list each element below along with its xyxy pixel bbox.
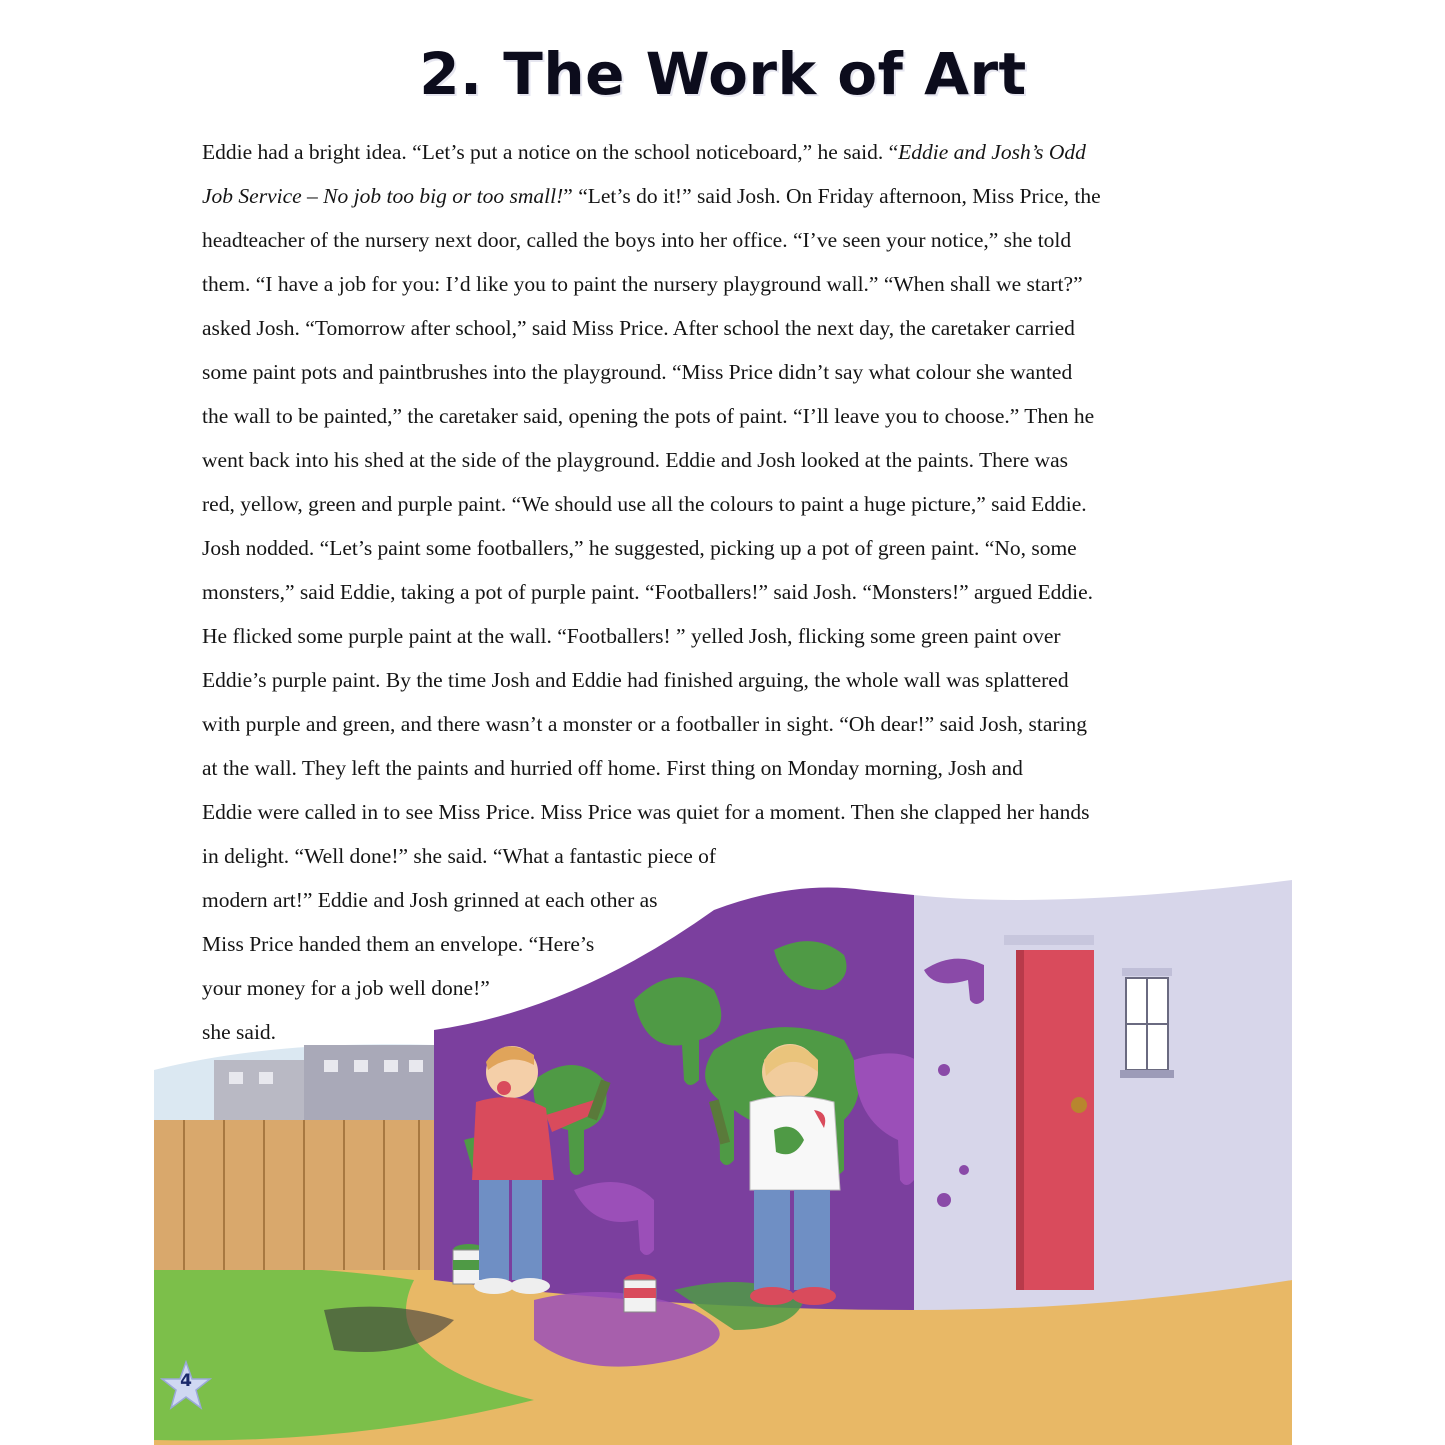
story-line: red, yellow, green and purple paint. “We should use all the colours to paint a huge picture,” said Eddie. [202,492,1087,516]
story-line: them. “I have a job for you: I’d like you to paint the nursery playground wall.” “When shall we start?” [202,272,1083,296]
story-line: Eddie’s purple paint. By the time Josh and Eddie had finished arguing, the whole wall was splattered [202,668,1069,692]
story-line: the wall to be painted,” the caretaker said, opening the pots of paint. “I’ll leave you to choose.” Then he [202,404,1095,428]
story-line: with purple and green, and there wasn’t a monster or a footballer in sight. “Oh dear!” said Josh, staring [202,712,1088,736]
red-door [1004,935,1094,1290]
story-line: Miss Price handed them an envelope. “Here’s [202,932,595,956]
story-line: went back into his shed at the side of the playground. Eddie and Josh looked at the paints. There was [202,448,1068,472]
story-line: she said. [202,1020,277,1044]
illustration-painted-wall [154,840,1292,1445]
building-wall [914,880,1292,1310]
story-line: Job Service – No job too big or too small!” “Let’s do it!” said Josh. On Friday afternoon, Miss Price, the [202,184,1101,208]
paint-pot-red [624,1274,656,1312]
story-line: your money for a job well done!” [202,976,490,1000]
book-page [154,0,1292,1445]
wooden-fence [154,1120,439,1270]
story-line: Josh nodded. “Let’s paint some footballers,” he suggested, picking up a pot of green paint. “No, some [202,536,1077,560]
door-knob [1071,1097,1087,1113]
small-window [1120,968,1174,1078]
story-line: in delight. “Well done!” she said. “What a fantastic piece of [202,844,717,868]
story-line: headteacher of the nursery next door, called the boys into her office. “I’ve seen your notice,” she told [202,228,1072,252]
page-number: 4 [180,1371,192,1391]
story-line: monsters,” said Eddie, taking a pot of purple paint. “Footballers!” said Josh. “Monsters!” argued Eddie. [202,580,1094,604]
story-line: He flicked some purple paint at the wall. “Footballers! ” yelled Josh, flicking some green paint over [202,624,1061,648]
story-line: some paint pots and paintbrushes into the playground. “Miss Price didn’t say what colour she wanted [202,360,1073,384]
story-line: asked Josh. “Tomorrow after school,” said Miss Price. After school the next day, the caretaker carried [202,316,1075,340]
story-line: at the wall. They left the paints and hurried off home. First thing on Monday morning, Josh and [202,756,1023,780]
story-line: Eddie had a bright idea. “Let’s put a notice on the school noticeboard,” he said. “Eddie and Josh’s Odd [202,140,1086,164]
story-line: Eddie were called in to see Miss Price. Miss Price was quiet for a moment. Then she clapped her hands [202,800,1090,824]
story-line: modern art!” Eddie and Josh grinned at each other as [202,888,658,912]
page-title: 2. The Work of Art [419,40,1027,108]
